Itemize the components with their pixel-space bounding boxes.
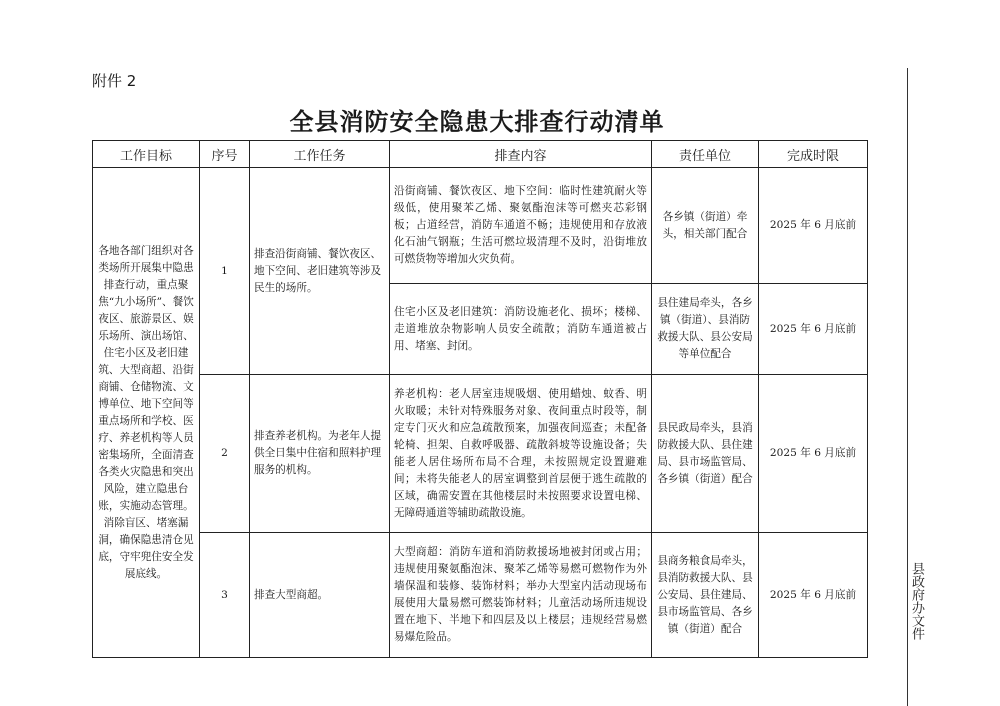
header-content: 排查内容 [390,141,652,168]
content-cell: 养老机构：老人居室违规吸烟、使用蜡烛、蚊香、明火取暖；未针对特殊服务对象、夜间重点时段等，制定专门灭火和应急疏散预案，加强夜间巡查；未配备轮椅、担架、自救呼吸器、疏散斜坡等设施设备；失能老人居住场所布局不合理，未按照规定设置避难间；未将失能老人的居室调整到首层便于逃生疏散的区域，确需安置在其他楼层时未按照要求设置电梯、无障碍通道等辅助疏散设施。 [390,375,652,533]
table-row [93,375,868,533]
content-cell: 沿街商铺、餐饮夜区、地下空间：临时性建筑耐火等级低，使用聚苯乙烯、聚氨酯泡沫等可燃夹芯彩钢板；占道经营，消防车通道不畅；违规使用和存放液化石油气钢瓶；生活可燃垃圾清理不及时，沿街堆放可燃货物等增加火灾负荷。 [390,168,652,284]
seq-cell: 3 [200,533,250,658]
task-cell: 排查大型商超。 [250,533,390,658]
table-row [93,168,868,284]
header-deadline: 完成时限 [759,141,868,168]
responsible-cell: 县商务粮食局牵头，县消防救援大队、县公安局、县住建局、县市场监管局、各乡镇（街道）配合 [652,533,759,658]
header-responsible: 责任单位 [652,141,759,168]
header-seq: 序号 [200,141,250,168]
responsible-cell: 各乡镇（街道）牵头，相关部门配合 [652,168,759,284]
attachment-label: 附件 2 [92,72,137,90]
content-cell: 住宅小区及老旧建筑：消防设施老化、损坏；楼梯、走道堆放杂物影响人员安全疏散；消防车通道被占用、堵塞、封闭。 [390,284,652,375]
header-task: 工作任务 [250,141,390,168]
work-goal-cell: 各地各部门组织对各类场所开展集中隐患排查行动，重点聚焦“九小场所”、餐饮夜区、旅游景区、娱乐场所、演出场馆、住宅小区及老旧建筑、大型商超、沿街商铺、仓储物流、文博单位、地下空间等重点场所和学校、医疗、养老机构等人员密集场所，全面清查各类火灾隐患和突出风险，建立隐患台账，实施动态管理。消除盲区、堵塞漏洞，确保隐患清仓见底，守牢兜住安全发展底线。 [93,168,200,658]
document-title: 全县消防安全隐患大排查行动清单 [289,108,665,136]
responsible-cell: 县住建局牵头，各乡镇（街道）、县消防救援大队、县公安局等单位配合 [652,284,759,375]
deadline-cell: 2025 年 6 月底前 [759,375,868,533]
table-row [93,533,868,658]
side-label: 县政府办文件 [909,562,924,640]
content-cell: 大型商超：消防车道和消防救援场地被封闭或占用；违规使用聚氨酯泡沫、聚苯乙烯等易燃可燃物作为外墙保温和装修、装饰材料；举办大型室内活动现场布展使用大量易燃可燃装饰材料；儿童活动场所违规设置在地下、半地下和四层及以上楼层；违规经营易燃易爆危险品。 [390,533,652,658]
deadline-cell: 2025 年 6 月底前 [759,533,868,658]
task-cell: 排查沿街商铺、餐饮夜区、地下空间、老旧建筑等涉及民生的场所。 [250,168,390,375]
deadline-cell: 2025 年 6 月底前 [759,284,868,375]
deadline-cell: 2025 年 6 月底前 [759,168,868,284]
inspection-table [92,140,868,658]
responsible-cell: 县民政局牵头，县消防救援大队、县住建局、县市场监管局、各乡镇（街道）配合 [652,375,759,533]
header-row [93,141,868,168]
seq-cell: 1 [200,168,250,375]
task-cell: 排查养老机构。为老年人提供全日集中住宿和照料护理服务的机构。 [250,375,390,533]
seq-cell: 2 [200,375,250,533]
header-goal: 工作目标 [93,141,200,168]
